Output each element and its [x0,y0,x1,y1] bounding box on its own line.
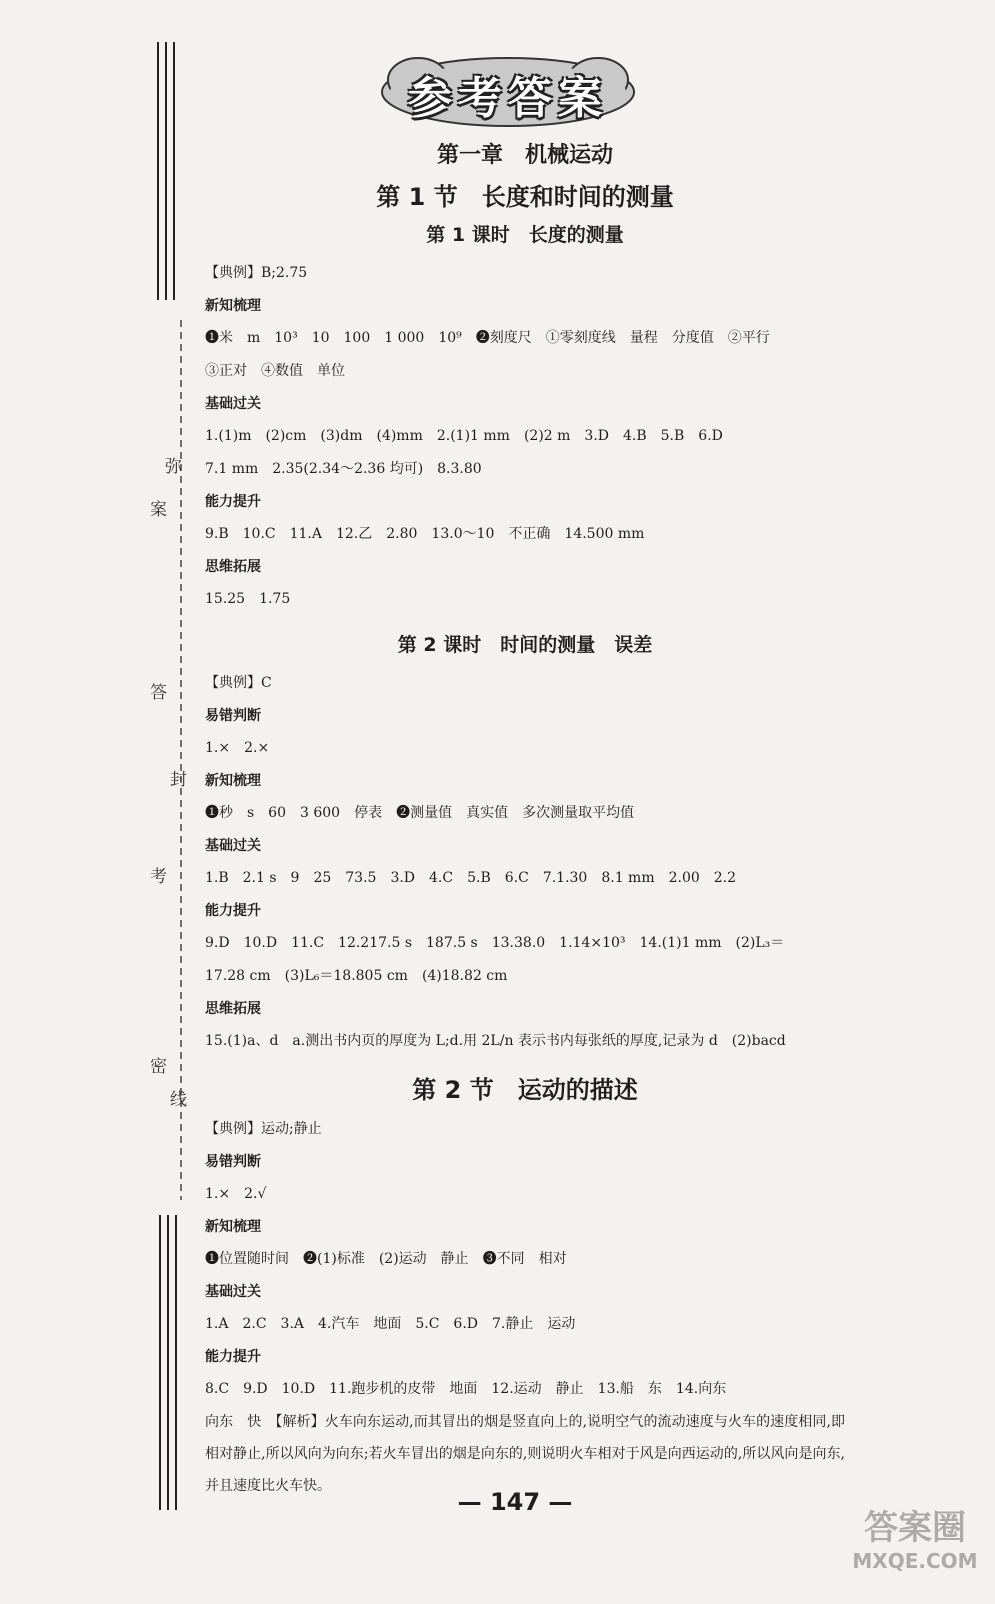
answer-line: 【典例】运动;静止 [205,1121,322,1137]
subheading: 新知梳理 [205,773,261,789]
watermark-text: 答案圈 [864,1508,966,1548]
answer-content [205,128,845,1502]
answer-line: 向东 快 【解析】火车向东运动,而其冒出的烟是竖直向上的,说明空气的流动速度与火车的速度相同,即相对静止,所以风向为向东;若火车冒出的烟是向东的,则说明火车相对于风是向西运动的,所以风向是向东,并且速度比火车快。 [205,1414,845,1494]
watermark-url: MXQE.COM [852,1549,978,1573]
binding-margin [0,0,200,1600]
binding-char: 答 [150,683,167,703]
section-title: 第 2 节 运动的描述 [412,1076,638,1104]
binding-char: 弥 [165,457,182,477]
chapter-title: 第一章 机械运动 [436,143,613,168]
binding-char: 考 [150,867,167,887]
subheading: 基础过关 [205,396,261,412]
subheading: 新知梳理 [205,298,261,314]
section2-answers [205,1113,845,1502]
binding-char: 案 [150,500,167,520]
answer-line: 8.C 9.D 10.D 11.跑步机的皮带 地面 12.运动 静止 13.船 东 14.向东 [205,1381,727,1397]
subheading: 能力提升 [205,494,261,510]
binding-lines [0,0,200,1600]
page-number: — 147 — [457,1488,573,1516]
answer-banner [378,46,638,134]
answer-line: ❶位置随时间 ❷(1)标准 (2)运动 静止 ❸不同 相对 [205,1251,567,1267]
answer-line: 1.A 2.C 3.A 4.汽车 地面 5.C 6.D 7.静止 运动 [205,1316,576,1332]
answer-line: 【典例】C [205,675,272,691]
subheading: 思维拓展 [205,559,261,575]
answer-line: 1.× 2.× [205,740,270,756]
answer-line: 【典例】B;2.75 [205,265,308,281]
subheading: 易错判断 [205,708,261,724]
subheading: 思维拓展 [205,1001,261,1017]
lesson-title: 第 2 课时 时间的测量 误差 [397,634,653,656]
answer-line: 1.(1)m (2)cm (3)dm (4)mm 2.(1)1 mm (2)2 m 3.D 4.B 5.B 6.D [205,428,723,444]
lesson1-answers [205,257,845,616]
answer-line: 9.D 10.D 11.C 12.217.5 s 187.5 s 13.38.0 1.14×10³ 14.(1)1 mm (2)L₃＝ [205,935,785,951]
subheading: 能力提升 [205,1349,261,1365]
answer-line: 15.25 1.75 [205,591,291,607]
subheading: 新知梳理 [205,1219,261,1235]
answer-line: 1.B 2.1 s 9 25 73.5 3.D 4.C 5.B 6.C 7.1.30 8.1 mm 2.00 2.2 [205,870,737,886]
answer-line: ❶秒 s 60 3 600 停表 ❷测量值 真实值 多次测量取平均值 [205,805,635,821]
answer-line: 1.× 2.√ [205,1186,267,1202]
answer-line: ❶米 m 10³ 10 100 1 000 10⁹ ❷刻度尺 ①零刻度线 量程 分度值 ②平行 [205,330,770,346]
binding-char: 封 [170,770,187,790]
answer-line: 17.28 cm (3)L₆＝18.805 cm (4)18.82 cm [205,968,508,984]
subheading: 能力提升 [205,903,261,919]
banner-title: 参考答案 [408,73,608,124]
binding-char: 线 [170,1090,187,1110]
subheading: 易错判断 [205,1154,261,1170]
answer-line: ③正对 ④数值 单位 [205,363,345,379]
subheading: 基础过关 [205,838,261,854]
binding-char: 密 [150,1057,167,1077]
answer-line: 15.(1)a、d a.测出书内页的厚度为 L;d.用 2L/n 表示书内每张纸的厚度,记录为 d (2)bacd [205,1033,786,1049]
subheading: 基础过关 [205,1284,261,1300]
answer-line: 9.B 10.C 11.A 12.乙 2.80 13.0～10 不正确 14.500 mm [205,526,645,542]
answer-line: 7.1 mm 2.35(2.34～2.36 均可) 8.3.80 [205,461,482,477]
section-title: 第 1 节 长度和时间的测量 [376,183,674,211]
lesson-title: 第 1 课时 长度的测量 [426,224,624,246]
lesson2-answers [205,667,845,1058]
watermark-logo [845,1500,985,1590]
